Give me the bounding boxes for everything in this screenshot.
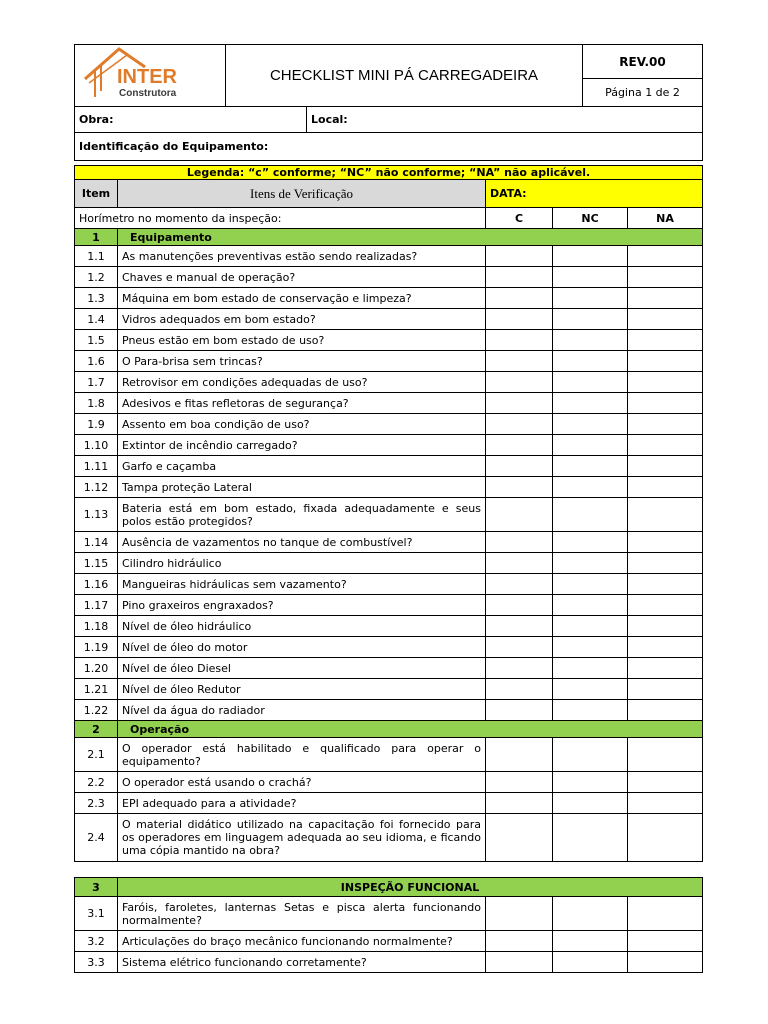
na-checkbox-cell[interactable]	[628, 931, 703, 952]
checklist-row	[75, 952, 703, 973]
checklist-row	[75, 372, 703, 393]
c-checkbox-cell[interactable]	[486, 952, 553, 973]
na-checkbox-cell[interactable]	[628, 351, 703, 372]
na-checkbox-cell[interactable]	[628, 814, 703, 862]
item-number: 1.7	[75, 372, 118, 393]
na-checkbox-cell[interactable]	[628, 498, 703, 532]
na-checkbox-cell[interactable]	[628, 595, 703, 616]
nc-checkbox-cell[interactable]	[553, 330, 628, 351]
item-number: 1.13	[75, 498, 118, 532]
item-description: Nível de óleo hidráulico	[118, 616, 486, 637]
c-checkbox-cell[interactable]	[486, 679, 553, 700]
nc-checkbox-cell[interactable]	[553, 414, 628, 435]
c-checkbox-cell[interactable]	[486, 574, 553, 595]
na-checkbox-cell[interactable]	[628, 393, 703, 414]
item-number: 1.2	[75, 267, 118, 288]
item-number: 1.11	[75, 456, 118, 477]
checklist-row	[75, 414, 703, 435]
item-number: 1.14	[75, 532, 118, 553]
item-number: 2.4	[75, 814, 118, 862]
item-number: 1.1	[75, 246, 118, 267]
info-block	[74, 106, 703, 161]
document-header	[74, 44, 703, 107]
c-checkbox-cell[interactable]	[486, 931, 553, 952]
checklist-row	[75, 897, 703, 931]
na-checkbox-cell[interactable]	[628, 553, 703, 574]
nc-checkbox-cell[interactable]	[553, 814, 628, 862]
revision: REV.00	[583, 45, 703, 79]
nc-checkbox-cell[interactable]	[553, 393, 628, 414]
checklist-table	[74, 165, 703, 862]
checklist-row	[75, 595, 703, 616]
horimetro-label: Horímetro no momento da inspeção:	[75, 208, 486, 229]
c-checkbox-cell[interactable]	[486, 372, 553, 393]
checklist-row	[75, 700, 703, 721]
nc-checkbox-cell[interactable]	[553, 553, 628, 574]
checklist-row	[75, 574, 703, 595]
item-description: Pneus estão em bom estado de uso?	[118, 330, 486, 351]
checklist-row	[75, 532, 703, 553]
item-description: Máquina em bom estado de conservação e limpeza?	[118, 288, 486, 309]
item-description: Bateria está em bom estado, fixada adequadamente e seus polos estão protegidos?	[118, 498, 486, 532]
inter-construtora-logo	[75, 45, 225, 103]
date-field[interactable]: DATA:	[486, 180, 703, 208]
c-checkbox-cell[interactable]	[486, 532, 553, 553]
item-number: 1.20	[75, 658, 118, 679]
item-number: 1.22	[75, 700, 118, 721]
checklist-row	[75, 553, 703, 574]
local-field[interactable]: Local:	[307, 107, 703, 133]
item-description: Assento em boa condição de uso?	[118, 414, 486, 435]
na-checkbox-cell[interactable]	[628, 309, 703, 330]
c-checkbox-cell[interactable]	[486, 637, 553, 658]
nc-checkbox-cell[interactable]	[553, 952, 628, 973]
checklist-row	[75, 772, 703, 793]
item-number: 1.21	[75, 679, 118, 700]
checklist-row	[75, 309, 703, 330]
c-checkbox-cell[interactable]	[486, 330, 553, 351]
equipment-id-field[interactable]: Identificação do Equipamento:	[75, 133, 703, 161]
section-title: Equipamento	[118, 229, 703, 246]
item-description: O material didático utilizado na capacitação foi fornecido para os operadores em linguagem adequada ao seu idioma, e ficando uma cópia mantido na obra?	[118, 814, 486, 862]
na-checkbox-cell[interactable]	[628, 414, 703, 435]
obra-field[interactable]: Obra:	[75, 107, 307, 133]
c-checkbox-cell[interactable]	[486, 553, 553, 574]
checklist-row	[75, 498, 703, 532]
nc-column-header: NC	[553, 208, 628, 229]
c-checkbox-cell[interactable]	[486, 393, 553, 414]
na-checkbox-cell[interactable]	[628, 952, 703, 973]
document-title: CHECKLIST MINI PÁ CARREGADEIRA	[226, 45, 583, 107]
item-description: Vidros adequados em bom estado?	[118, 309, 486, 330]
nc-checkbox-cell[interactable]	[553, 679, 628, 700]
na-checkbox-cell[interactable]	[628, 372, 703, 393]
c-checkbox-cell[interactable]	[486, 897, 553, 931]
na-checkbox-cell[interactable]	[628, 700, 703, 721]
checklist-row	[75, 435, 703, 456]
item-number: 1.19	[75, 637, 118, 658]
c-checkbox-cell[interactable]	[486, 595, 553, 616]
item-description: O Para-brisa sem trincas?	[118, 351, 486, 372]
checklist-row	[75, 814, 703, 862]
nc-checkbox-cell[interactable]	[553, 897, 628, 931]
checklist-row	[75, 330, 703, 351]
na-checkbox-cell[interactable]	[628, 288, 703, 309]
c-checkbox-cell[interactable]	[486, 658, 553, 679]
company-subtitle: Construtora	[119, 88, 177, 99]
na-checkbox-cell[interactable]	[628, 658, 703, 679]
na-checkbox-cell[interactable]	[628, 897, 703, 931]
item-number: 1.4	[75, 309, 118, 330]
item-description: Cilindro hidráulico	[118, 553, 486, 574]
nc-checkbox-cell[interactable]	[553, 931, 628, 952]
item-description: EPI adequado para a atividade?	[118, 793, 486, 814]
c-checkbox-cell[interactable]	[486, 414, 553, 435]
na-column-header: NA	[628, 208, 703, 229]
c-checkbox-cell[interactable]	[486, 814, 553, 862]
na-checkbox-cell[interactable]	[628, 574, 703, 595]
nc-checkbox-cell[interactable]	[553, 309, 628, 330]
na-checkbox-cell[interactable]	[628, 532, 703, 553]
checklist-row	[75, 679, 703, 700]
c-column-header: C	[486, 208, 553, 229]
nc-checkbox-cell[interactable]	[553, 738, 628, 772]
item-description: Mangueiras hidráulicas sem vazamento?	[118, 574, 486, 595]
na-checkbox-cell[interactable]	[628, 793, 703, 814]
checklist-row	[75, 288, 703, 309]
nc-checkbox-cell[interactable]	[553, 532, 628, 553]
item-number: 1.8	[75, 393, 118, 414]
item-description: Retrovisor em condições adequadas de uso?	[118, 372, 486, 393]
checklist-row	[75, 616, 703, 637]
section-number: 3	[75, 878, 118, 897]
item-description: Tampa proteção Lateral	[118, 477, 486, 498]
c-checkbox-cell[interactable]	[486, 267, 553, 288]
item-number: 1.10	[75, 435, 118, 456]
nc-checkbox-cell[interactable]	[553, 595, 628, 616]
item-number: 3.2	[75, 931, 118, 952]
checklist-row	[75, 738, 703, 772]
nc-checkbox-cell[interactable]	[553, 616, 628, 637]
nc-checkbox-cell[interactable]	[553, 372, 628, 393]
nc-checkbox-cell[interactable]	[553, 574, 628, 595]
checklist-row	[75, 658, 703, 679]
item-number: 1.6	[75, 351, 118, 372]
item-description: Pino graxeiros engraxados?	[118, 595, 486, 616]
section-title: Operação	[118, 721, 703, 738]
nc-checkbox-cell[interactable]	[553, 793, 628, 814]
c-checkbox-cell[interactable]	[486, 772, 553, 793]
c-checkbox-cell[interactable]	[486, 616, 553, 637]
nc-checkbox-cell[interactable]	[553, 288, 628, 309]
na-checkbox-cell[interactable]	[628, 456, 703, 477]
items-column-header: Itens de Verificação	[118, 180, 486, 208]
item-column-header: Item	[75, 180, 118, 208]
item-description: O operador está usando o crachá?	[118, 772, 486, 793]
item-description: Nível de óleo Diesel	[118, 658, 486, 679]
item-description: Faróis, faroletes, lanternas Setas e pisca alerta funcionando normalmente?	[118, 897, 486, 931]
na-checkbox-cell[interactable]	[628, 267, 703, 288]
item-description: As manutenções preventivas estão sendo realizadas?	[118, 246, 486, 267]
na-checkbox-cell[interactable]	[628, 772, 703, 793]
c-checkbox-cell[interactable]	[486, 456, 553, 477]
na-checkbox-cell[interactable]	[628, 246, 703, 267]
checklist-row	[75, 931, 703, 952]
item-number: 1.12	[75, 477, 118, 498]
item-description: Garfo e caçamba	[118, 456, 486, 477]
item-number: 1.17	[75, 595, 118, 616]
section-number: 2	[75, 721, 118, 738]
c-checkbox-cell[interactable]	[486, 351, 553, 372]
checklist-row	[75, 637, 703, 658]
nc-checkbox-cell[interactable]	[553, 351, 628, 372]
item-description: Nível de óleo Redutor	[118, 679, 486, 700]
item-description: Chaves e manual de operação?	[118, 267, 486, 288]
item-number: 1.18	[75, 616, 118, 637]
na-checkbox-cell[interactable]	[628, 637, 703, 658]
checklist-row	[75, 351, 703, 372]
item-number: 1.9	[75, 414, 118, 435]
item-description: Nível da água do radiador	[118, 700, 486, 721]
logo-cell	[75, 45, 226, 107]
c-checkbox-cell[interactable]	[486, 498, 553, 532]
checklist-row	[75, 477, 703, 498]
c-checkbox-cell[interactable]	[486, 435, 553, 456]
item-number: 2.3	[75, 793, 118, 814]
na-checkbox-cell[interactable]	[628, 738, 703, 772]
nc-checkbox-cell[interactable]	[553, 658, 628, 679]
item-description: O operador está habilitado e qualificado para operar o equipamento?	[118, 738, 486, 772]
c-checkbox-cell[interactable]	[486, 793, 553, 814]
nc-checkbox-cell[interactable]	[553, 700, 628, 721]
item-number: 2.1	[75, 738, 118, 772]
c-checkbox-cell[interactable]	[486, 738, 553, 772]
nc-checkbox-cell[interactable]	[553, 477, 628, 498]
page-number: Página 1 de 2	[583, 79, 703, 107]
item-description: Nível de óleo do motor	[118, 637, 486, 658]
na-checkbox-cell[interactable]	[628, 616, 703, 637]
item-number: 1.16	[75, 574, 118, 595]
section-number: 1	[75, 229, 118, 246]
nc-checkbox-cell[interactable]	[553, 246, 628, 267]
checklist-row	[75, 267, 703, 288]
functional-inspection-table	[74, 877, 703, 973]
item-number: 1.3	[75, 288, 118, 309]
item-description: Extintor de incêndio carregado?	[118, 435, 486, 456]
item-number: 2.2	[75, 772, 118, 793]
item-description: Articulações do braço mecânico funcionando normalmente?	[118, 931, 486, 952]
checklist-row	[75, 246, 703, 267]
na-checkbox-cell[interactable]	[628, 330, 703, 351]
item-number: 3.3	[75, 952, 118, 973]
item-number: 1.5	[75, 330, 118, 351]
c-checkbox-cell[interactable]	[486, 477, 553, 498]
legend: Legenda: “c” conforme; “NC” não conforme; “NA” não aplicável.	[75, 166, 703, 180]
company-name: INTER	[117, 66, 177, 88]
checklist-row	[75, 393, 703, 414]
nc-checkbox-cell[interactable]	[553, 456, 628, 477]
c-checkbox-cell[interactable]	[486, 288, 553, 309]
na-checkbox-cell[interactable]	[628, 435, 703, 456]
item-description: Ausência de vazamentos no tanque de combustível?	[118, 532, 486, 553]
nc-checkbox-cell[interactable]	[553, 772, 628, 793]
na-checkbox-cell[interactable]	[628, 679, 703, 700]
nc-checkbox-cell[interactable]	[553, 435, 628, 456]
item-number: 1.15	[75, 553, 118, 574]
c-checkbox-cell[interactable]	[486, 309, 553, 330]
section-title: INSPEÇÃO FUNCIONAL	[118, 878, 703, 897]
nc-checkbox-cell[interactable]	[553, 267, 628, 288]
item-description: Sistema elétrico funcionando corretamente?	[118, 952, 486, 973]
checklist-row	[75, 456, 703, 477]
checklist-row	[75, 793, 703, 814]
nc-checkbox-cell[interactable]	[553, 498, 628, 532]
nc-checkbox-cell[interactable]	[553, 637, 628, 658]
item-number: 3.1	[75, 897, 118, 931]
c-checkbox-cell[interactable]	[486, 700, 553, 721]
c-checkbox-cell[interactable]	[486, 246, 553, 267]
item-description: Adesivos e fitas refletoras de segurança?	[118, 393, 486, 414]
na-checkbox-cell[interactable]	[628, 477, 703, 498]
